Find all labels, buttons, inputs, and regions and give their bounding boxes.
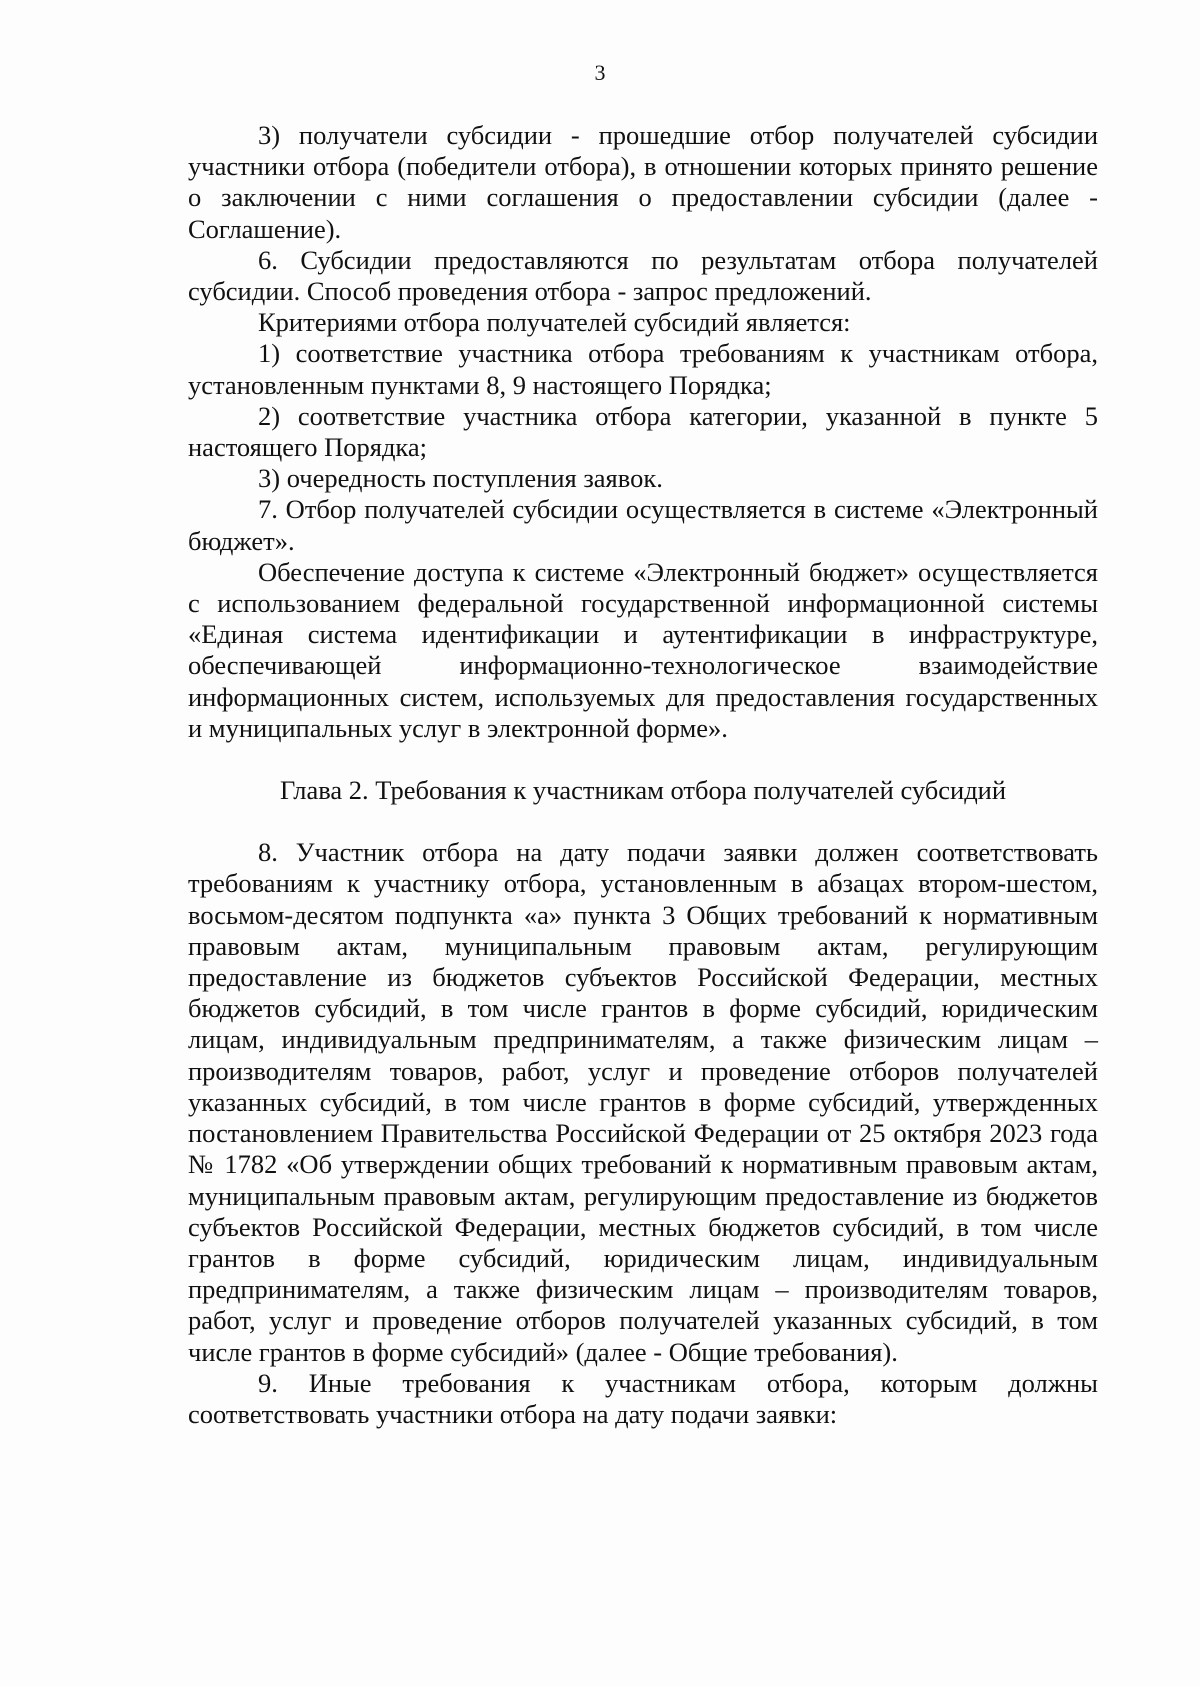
paragraph-criterion-3: 3) очередность поступления заявок. (258, 463, 663, 494)
paragraph-item-9: 9. Иные требования к участникам отбора, которым должны соответствовать участники отбора на дату подачи заявки: (188, 1367, 1098, 1429)
paragraph-selection-criteria: Критериями отбора получателей субсидий является: (258, 307, 851, 338)
paragraph-item-6: 6. Субсидии предоставляются по результатам отбора получателей субсидии. Способ проведения отбора - запрос предложений. (188, 244, 1098, 307)
document-body (188, 120, 1098, 1430)
paragraph-criterion-2: 2) соответствие участника отбора категории, указанной в пункте 5 настоящего Порядка; (188, 400, 1098, 463)
paragraph-recipients-definition: 3) получатели субсидии - прошедшие отбор получателей субсидии участники отбора (победители отбора), в отношении которых принято решение о заключении с ними соглашения о предоставлении субсидии (далее - Соглашение). (188, 120, 1098, 244)
paragraph-item-8: 8. Участник отбора на дату подачи заявки должен соответствовать требованиям к участнику отбора, установленным в абзацах втором-шестом, восьмом-десятом подпункта «а» пункта 3 Общих требований к нормативным правовым актам, муниципальным правовым актам, регулирующим предоставление из бюджетов субъектов Российской Федерации, местных бюджетов субсидий, в том числе грантов в форме субсидий, юридическим лицам, индивидуальным предпринимателям, а также физическим лицам – производителям товаров, работ, услуг и проведение отборов получателей указанных субсидий, в том числе грантов в форме субсидий, утвержденных постановлением Правительства Российской Федерации от 25 октября 2023 года № 1782 «Об утверждении общих требований к нормативным правовым актам, муниципальным правовым актам, регулирующим предоставление из бюджетов субъектов Российской Федерации, местных бюджетов субсидий, в том числе грантов в форме субсидий, юридическим лицам, индивидуальным предпринимателям, а также физическим лицам – производителям товаров, работ, услуг и проведение отборов получателей указанных субсидий, в том числе грантов в форме субсидий» (далее - Общие требования). (188, 837, 1098, 1367)
paragraph-item-7: 7. Отбор получателей субсидии осуществляется в системе «Электронный бюджет». (188, 494, 1098, 556)
page-number: 3 (594, 60, 606, 85)
paragraph-access-provision: Обеспечение доступа к системе «Электронный бюджет» осуществляется с использованием федеральной государственной информационной системы «Единая система идентификации и аутентификации в инфраструктуре, обеспечивающей информационно-технологическое взаимодействие информационных систем, используемых для предоставления государственных и муниципальных услуг в электронной форме». (188, 556, 1098, 743)
chapter-heading: Глава 2. Требования к участникам отбора получателей субсидий (279, 775, 1007, 806)
paragraph-criterion-1: 1) соответствие участника отбора требованиям к участникам отбора, установленным пунктами 8, 9 настоящего Порядка; (188, 338, 1098, 400)
